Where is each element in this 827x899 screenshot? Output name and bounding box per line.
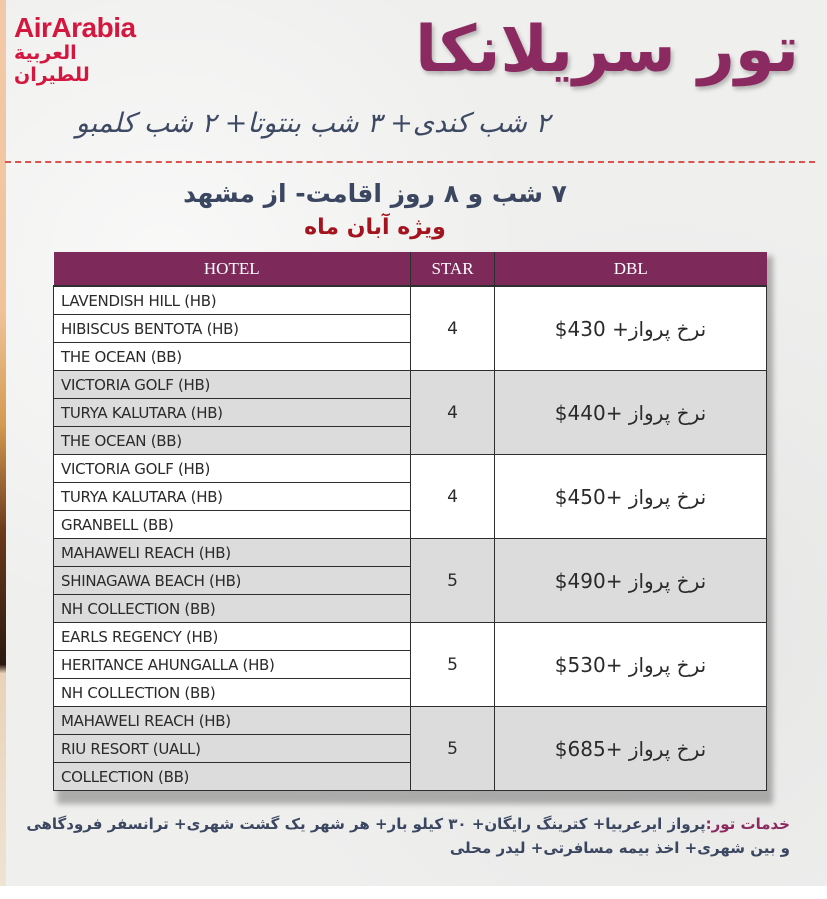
price-table: [53, 252, 767, 791]
dbl-price-cell: نرخ پرواز +440$: [495, 371, 767, 455]
special-offer-label: ویژه آبان ماه: [304, 215, 446, 240]
star-rating-cell: 4: [411, 455, 495, 539]
hotel-name-cell: MAHAWELI REACH (HB): [54, 539, 411, 567]
dbl-price-cell: نرخ پرواز+ 430$: [495, 286, 767, 371]
dbl-price-cell: نرخ پرواز +685$: [495, 707, 767, 791]
hotel-name-cell: TURYA KALUTARA (HB): [54, 483, 411, 511]
star-rating-cell: 5: [411, 539, 495, 623]
hotel-name-cell: LAVENDISH HILL (HB): [54, 286, 411, 315]
hotel-name-cell: VICTORIA GOLF (HB): [54, 455, 411, 483]
dbl-price-cell: نرخ پرواز +450$: [495, 455, 767, 539]
hotel-name-cell: THE OCEAN (BB): [54, 427, 411, 455]
duration-heading: ۷ شب و ۸ روز اقامت- از مشهد: [183, 179, 567, 208]
dashed-divider: [5, 161, 815, 163]
itinerary-subtitle: ۲ شب کندی+ ۳ شب بنتوتا+ ۲ شب کلمبو: [75, 108, 550, 139]
photo-edge-strip: [0, 0, 6, 886]
hotel-name-cell: HERITANCE AHUNGALLA (HB): [54, 651, 411, 679]
table-row: [54, 623, 767, 651]
services-label: خدمات تور:: [705, 815, 790, 833]
column-header-dbl: DBL: [495, 252, 767, 286]
hotel-name-cell: HIBISCUS BENTOTA (HB): [54, 315, 411, 343]
bottom-margin: [0, 886, 827, 899]
airarabia-logo: [14, 14, 154, 86]
hotel-name-cell: SHINAGAWA BEACH (HB): [54, 567, 411, 595]
table-row: [54, 286, 767, 315]
star-rating-cell: 4: [411, 286, 495, 371]
tour-services: [20, 812, 790, 860]
dbl-price-cell: نرخ پرواز +530$: [495, 623, 767, 707]
table-row: [54, 455, 767, 483]
hotel-name-cell: TURYA KALUTARA (HB): [54, 399, 411, 427]
star-rating-cell: 5: [411, 707, 495, 791]
table-row: [54, 707, 767, 735]
hotel-name-cell: EARLS REGENCY (HB): [54, 623, 411, 651]
column-header-hotel: HOTEL: [54, 252, 411, 286]
logo-text-en: AirArabia: [14, 12, 136, 43]
hotel-name-cell: COLLECTION (BB): [54, 763, 411, 791]
hotel-name-cell: MAHAWELI REACH (HB): [54, 707, 411, 735]
hotel-name-cell: VICTORIA GOLF (HB): [54, 371, 411, 399]
table-header-row: [54, 252, 767, 286]
logo-text-ar: العربية للطيران: [14, 42, 90, 86]
page-title: تور سریلانکا: [415, 13, 799, 87]
hotel-name-cell: NH COLLECTION (BB): [54, 679, 411, 707]
column-header-star: STAR: [411, 252, 495, 286]
dbl-price-cell: نرخ پرواز +490$: [495, 539, 767, 623]
hotel-name-cell: RIU RESORT (UALL): [54, 735, 411, 763]
table-row: [54, 539, 767, 567]
services-text: پرواز ایرعربیا+ کترینگ رایگان+ ۳۰ کیلو بار+ هر شهر یک گشت شهری+ ترانسفر فرودگاهی و بین شهری+ اخذ بیمه مسافرتی+ لیدر محلی: [26, 815, 790, 857]
table-row: [54, 371, 767, 399]
hotel-name-cell: THE OCEAN (BB): [54, 343, 411, 371]
hotel-name-cell: NH COLLECTION (BB): [54, 595, 411, 623]
star-rating-cell: 5: [411, 623, 495, 707]
hotel-name-cell: GRANBELL (BB): [54, 511, 411, 539]
star-rating-cell: 4: [411, 371, 495, 455]
